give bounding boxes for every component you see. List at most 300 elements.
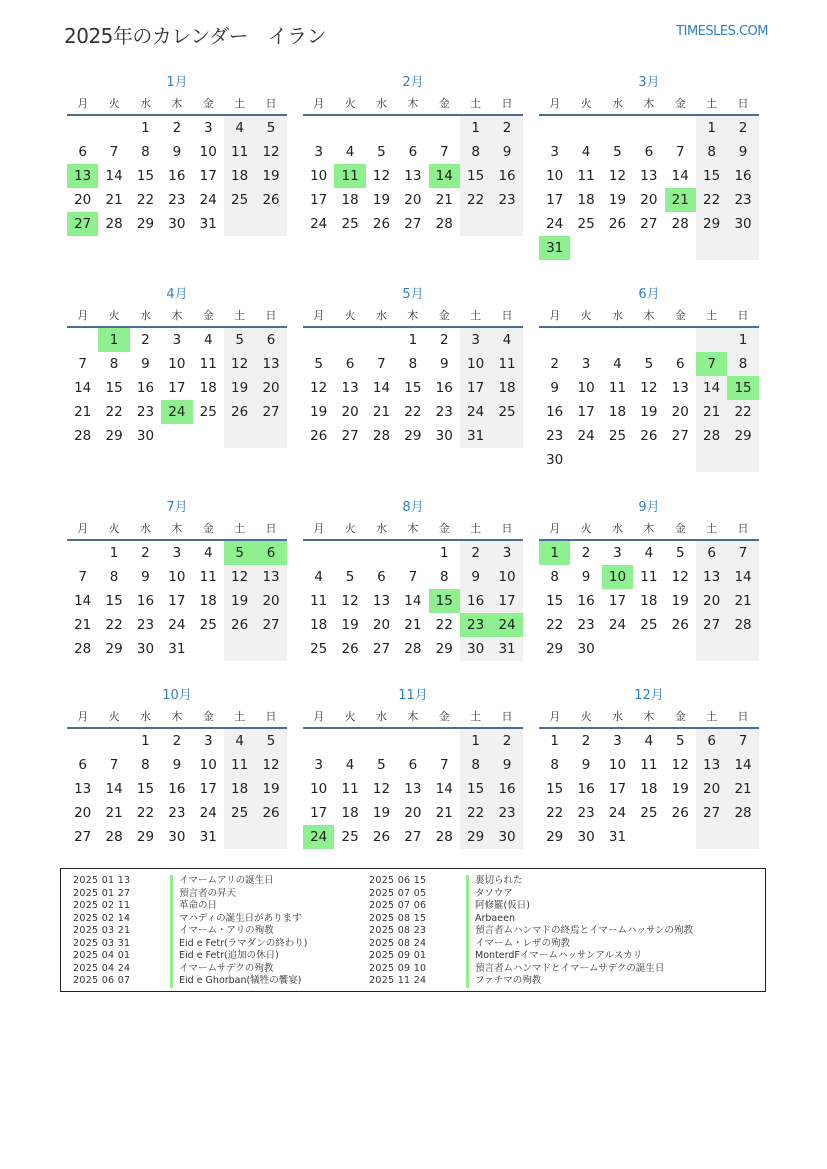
- day-cell[interactable]: 18: [199, 593, 217, 609]
- holiday-day-cell[interactable]: 31: [539, 236, 570, 260]
- day-cell[interactable]: 19: [640, 404, 658, 420]
- day-cell[interactable]: 4: [345, 144, 355, 160]
- day-cell[interactable]: 16: [435, 380, 453, 396]
- day-cell[interactable]: 22: [105, 404, 123, 420]
- holiday-day-cell[interactable]: 21: [665, 188, 696, 212]
- day-cell[interactable]: 5: [644, 356, 654, 372]
- day-cell[interactable]: 6: [255, 328, 286, 352]
- day-cell[interactable]: 29: [727, 424, 758, 448]
- day-cell[interactable]: 28: [105, 216, 123, 232]
- day-cell[interactable]: 4: [203, 332, 213, 348]
- day-cell[interactable]: 17: [608, 781, 627, 797]
- day-cell[interactable]: 10: [199, 757, 217, 773]
- day-cell[interactable]: 6: [644, 144, 654, 160]
- day-cell[interactable]: 10: [310, 168, 328, 184]
- day-cell[interactable]: 17: [608, 593, 627, 609]
- day-cell[interactable]: 8: [460, 140, 491, 164]
- day-cell[interactable]: 26: [671, 805, 689, 821]
- day-cell[interactable]: 29: [105, 428, 123, 444]
- day-cell[interactable]: 30: [460, 637, 491, 661]
- day-cell[interactable]: 17: [168, 380, 186, 396]
- day-cell[interactable]: 6: [78, 757, 87, 773]
- day-cell[interactable]: 25: [341, 829, 359, 845]
- day-cell[interactable]: 22: [136, 192, 155, 208]
- day-cell[interactable]: 18: [224, 777, 255, 801]
- day-cell[interactable]: 20: [671, 404, 689, 420]
- day-cell[interactable]: 11: [224, 140, 255, 164]
- day-cell[interactable]: 28: [671, 216, 689, 232]
- day-cell[interactable]: 27: [255, 400, 286, 424]
- day-cell[interactable]: 26: [255, 188, 286, 212]
- holiday-day-cell[interactable]: 15: [727, 376, 758, 400]
- holiday-day-cell[interactable]: 7: [696, 352, 727, 376]
- day-cell[interactable]: 9: [727, 140, 758, 164]
- day-cell[interactable]: 9: [141, 569, 150, 585]
- day-cell[interactable]: 6: [696, 541, 727, 565]
- day-cell[interactable]: 13: [255, 565, 286, 589]
- day-cell[interactable]: 3: [491, 541, 522, 565]
- day-cell[interactable]: 19: [671, 593, 689, 609]
- day-cell[interactable]: 31: [460, 424, 491, 448]
- day-cell[interactable]: 26: [372, 829, 391, 845]
- day-cell[interactable]: 22: [404, 404, 422, 420]
- day-cell[interactable]: 11: [341, 781, 359, 797]
- day-cell[interactable]: 8: [727, 352, 758, 376]
- day-cell[interactable]: 8: [550, 757, 559, 773]
- day-cell[interactable]: 7: [439, 757, 449, 773]
- day-cell[interactable]: 6: [696, 729, 727, 753]
- day-cell[interactable]: 7: [439, 144, 449, 160]
- day-cell[interactable]: 13: [404, 781, 422, 797]
- day-cell[interactable]: 9: [439, 356, 449, 372]
- day-cell[interactable]: 28: [696, 424, 727, 448]
- day-cell[interactable]: 3: [203, 120, 213, 136]
- day-cell[interactable]: 17: [460, 376, 491, 400]
- day-cell[interactable]: 23: [168, 805, 186, 821]
- day-cell[interactable]: 2: [727, 116, 758, 140]
- day-cell[interactable]: 28: [727, 613, 758, 637]
- day-cell[interactable]: 12: [640, 380, 658, 396]
- day-cell[interactable]: 28: [74, 641, 92, 657]
- day-cell[interactable]: 2: [141, 545, 150, 561]
- day-cell[interactable]: 25: [341, 216, 359, 232]
- day-cell[interactable]: 16: [727, 164, 758, 188]
- day-cell[interactable]: 15: [696, 164, 727, 188]
- holiday-day-cell[interactable]: 11: [334, 164, 365, 188]
- holiday-day-cell[interactable]: 24: [491, 613, 522, 637]
- day-cell[interactable]: 14: [105, 168, 123, 184]
- day-cell[interactable]: 29: [546, 641, 564, 657]
- day-cell[interactable]: 4: [314, 569, 323, 585]
- day-cell[interactable]: 4: [644, 545, 654, 561]
- day-cell[interactable]: 9: [172, 757, 182, 773]
- day-cell[interactable]: 2: [172, 733, 182, 749]
- day-cell[interactable]: 25: [224, 188, 255, 212]
- day-cell[interactable]: 23: [435, 404, 453, 420]
- day-cell[interactable]: 27: [74, 829, 92, 845]
- day-cell[interactable]: 13: [404, 168, 422, 184]
- day-cell[interactable]: 28: [404, 641, 422, 657]
- holiday-day-cell[interactable]: 23: [460, 613, 491, 637]
- day-cell[interactable]: 8: [460, 753, 491, 777]
- day-cell[interactable]: 14: [727, 753, 758, 777]
- day-cell[interactable]: 27: [341, 428, 359, 444]
- day-cell[interactable]: 26: [310, 428, 328, 444]
- day-cell[interactable]: 23: [727, 188, 758, 212]
- day-cell[interactable]: 11: [608, 380, 627, 396]
- day-cell[interactable]: 14: [727, 565, 758, 589]
- day-cell[interactable]: 13: [255, 352, 286, 376]
- day-cell[interactable]: 23: [136, 404, 155, 420]
- day-cell[interactable]: 21: [435, 192, 453, 208]
- day-cell[interactable]: 25: [640, 617, 658, 633]
- day-cell[interactable]: 19: [372, 805, 391, 821]
- day-cell[interactable]: 8: [141, 757, 150, 773]
- day-cell[interactable]: 30: [577, 829, 595, 845]
- day-cell[interactable]: 17: [577, 404, 595, 420]
- day-cell[interactable]: 8: [141, 144, 150, 160]
- day-cell[interactable]: 11: [310, 593, 328, 609]
- day-cell[interactable]: 29: [546, 829, 564, 845]
- day-cell[interactable]: 19: [224, 376, 255, 400]
- day-cell[interactable]: 9: [550, 380, 559, 396]
- day-cell[interactable]: 15: [136, 781, 155, 797]
- day-cell[interactable]: 19: [224, 589, 255, 613]
- day-cell[interactable]: 14: [372, 380, 391, 396]
- day-cell[interactable]: 30: [727, 212, 758, 236]
- day-cell[interactable]: 20: [404, 192, 422, 208]
- day-cell[interactable]: 23: [168, 192, 186, 208]
- day-cell[interactable]: 8: [550, 569, 559, 585]
- day-cell[interactable]: 16: [136, 593, 155, 609]
- day-cell[interactable]: 15: [136, 168, 155, 184]
- day-cell[interactable]: 11: [224, 753, 255, 777]
- day-cell[interactable]: 16: [491, 164, 522, 188]
- day-cell[interactable]: 18: [491, 376, 522, 400]
- day-cell[interactable]: 6: [345, 356, 355, 372]
- day-cell[interactable]: 30: [491, 825, 522, 849]
- day-cell[interactable]: 21: [404, 617, 422, 633]
- day-cell[interactable]: 1: [460, 116, 491, 140]
- day-cell[interactable]: 16: [168, 781, 186, 797]
- day-cell[interactable]: 7: [675, 144, 685, 160]
- day-cell[interactable]: 12: [255, 753, 286, 777]
- day-cell[interactable]: 20: [74, 805, 92, 821]
- day-cell[interactable]: 5: [345, 569, 355, 585]
- day-cell[interactable]: 21: [696, 400, 727, 424]
- holiday-day-cell[interactable]: 6: [255, 541, 286, 565]
- day-cell[interactable]: 29: [435, 641, 453, 657]
- day-cell[interactable]: 16: [136, 380, 155, 396]
- day-cell[interactable]: 1: [408, 332, 418, 348]
- site-logo[interactable]: TIMESLES.COM: [676, 24, 768, 39]
- day-cell[interactable]: 29: [105, 641, 123, 657]
- day-cell[interactable]: 31: [608, 829, 627, 845]
- day-cell[interactable]: 8: [109, 569, 119, 585]
- day-cell[interactable]: 21: [105, 805, 123, 821]
- day-cell[interactable]: 7: [109, 144, 119, 160]
- day-cell[interactable]: 31: [199, 216, 217, 232]
- day-cell[interactable]: 3: [581, 356, 591, 372]
- day-cell[interactable]: 28: [105, 829, 123, 845]
- day-cell[interactable]: 24: [460, 400, 491, 424]
- day-cell[interactable]: 4: [203, 545, 213, 561]
- day-cell[interactable]: 4: [491, 328, 522, 352]
- day-cell[interactable]: 5: [675, 733, 685, 749]
- day-cell[interactable]: 7: [377, 356, 386, 372]
- holiday-day-cell[interactable]: 10: [602, 565, 633, 589]
- day-cell[interactable]: 17: [168, 593, 186, 609]
- day-cell[interactable]: 22: [105, 617, 123, 633]
- day-cell[interactable]: 5: [255, 729, 286, 753]
- day-cell[interactable]: 13: [671, 380, 689, 396]
- day-cell[interactable]: 15: [460, 777, 491, 801]
- day-cell[interactable]: 24: [546, 216, 564, 232]
- day-cell[interactable]: 3: [550, 144, 559, 160]
- day-cell[interactable]: 5: [377, 757, 386, 773]
- day-cell[interactable]: 1: [439, 545, 449, 561]
- day-cell[interactable]: 19: [372, 192, 391, 208]
- day-cell[interactable]: 16: [491, 777, 522, 801]
- day-cell[interactable]: 3: [613, 733, 622, 749]
- day-cell[interactable]: 11: [577, 168, 595, 184]
- day-cell[interactable]: 11: [640, 757, 658, 773]
- day-cell[interactable]: 17: [199, 781, 217, 797]
- day-cell[interactable]: 9: [460, 565, 491, 589]
- day-cell[interactable]: 5: [613, 144, 622, 160]
- day-cell[interactable]: 4: [644, 733, 654, 749]
- day-cell[interactable]: 12: [372, 168, 391, 184]
- day-cell[interactable]: 8: [696, 140, 727, 164]
- day-cell[interactable]: 9: [172, 144, 182, 160]
- day-cell[interactable]: 12: [372, 781, 391, 797]
- day-cell[interactable]: 20: [372, 617, 391, 633]
- day-cell[interactable]: 16: [460, 589, 491, 613]
- day-cell[interactable]: 18: [224, 164, 255, 188]
- day-cell[interactable]: 21: [435, 805, 453, 821]
- day-cell[interactable]: 12: [671, 569, 689, 585]
- day-cell[interactable]: 19: [255, 164, 286, 188]
- day-cell[interactable]: 16: [577, 781, 595, 797]
- day-cell[interactable]: 26: [372, 216, 391, 232]
- day-cell[interactable]: 23: [136, 617, 155, 633]
- day-cell[interactable]: 2: [439, 332, 449, 348]
- day-cell[interactable]: 7: [78, 356, 87, 372]
- day-cell[interactable]: 5: [224, 328, 255, 352]
- day-cell[interactable]: 25: [224, 801, 255, 825]
- day-cell[interactable]: 22: [727, 400, 758, 424]
- day-cell[interactable]: 20: [404, 805, 422, 821]
- day-cell[interactable]: 22: [546, 805, 564, 821]
- day-cell[interactable]: 29: [404, 428, 422, 444]
- day-cell[interactable]: 13: [74, 781, 92, 797]
- day-cell[interactable]: 27: [696, 613, 727, 637]
- day-cell[interactable]: 8: [439, 569, 449, 585]
- day-cell[interactable]: 10: [491, 565, 522, 589]
- day-cell[interactable]: 25: [491, 400, 522, 424]
- holiday-day-cell[interactable]: 1: [539, 541, 570, 565]
- day-cell[interactable]: 25: [199, 617, 217, 633]
- day-cell[interactable]: 10: [199, 144, 217, 160]
- day-cell[interactable]: 18: [608, 404, 627, 420]
- day-cell[interactable]: 14: [105, 781, 123, 797]
- day-cell[interactable]: 1: [727, 328, 758, 352]
- day-cell[interactable]: 17: [491, 589, 522, 613]
- day-cell[interactable]: 30: [168, 829, 186, 845]
- day-cell[interactable]: 16: [546, 404, 564, 420]
- day-cell[interactable]: 30: [435, 428, 453, 444]
- day-cell[interactable]: 25: [199, 404, 217, 420]
- day-cell[interactable]: 18: [640, 781, 658, 797]
- day-cell[interactable]: 27: [640, 216, 658, 232]
- day-cell[interactable]: 11: [199, 569, 217, 585]
- day-cell[interactable]: 25: [577, 216, 595, 232]
- day-cell[interactable]: 24: [608, 617, 627, 633]
- day-cell[interactable]: 26: [224, 400, 255, 424]
- day-cell[interactable]: 30: [136, 428, 155, 444]
- day-cell[interactable]: 9: [141, 356, 150, 372]
- day-cell[interactable]: 26: [640, 428, 658, 444]
- day-cell[interactable]: 14: [435, 781, 453, 797]
- day-cell[interactable]: 21: [74, 617, 92, 633]
- day-cell[interactable]: 8: [109, 356, 119, 372]
- day-cell[interactable]: 6: [377, 569, 386, 585]
- day-cell[interactable]: 19: [341, 617, 359, 633]
- day-cell[interactable]: 9: [491, 753, 522, 777]
- day-cell[interactable]: 14: [74, 380, 92, 396]
- day-cell[interactable]: 10: [608, 757, 627, 773]
- day-cell[interactable]: 12: [671, 757, 689, 773]
- day-cell[interactable]: 26: [671, 617, 689, 633]
- day-cell[interactable]: 22: [435, 617, 453, 633]
- day-cell[interactable]: 20: [696, 777, 727, 801]
- day-cell[interactable]: 24: [199, 805, 217, 821]
- day-cell[interactable]: 26: [608, 216, 627, 232]
- day-cell[interactable]: 31: [168, 641, 186, 657]
- day-cell[interactable]: 9: [581, 569, 591, 585]
- holiday-day-cell[interactable]: 5: [224, 541, 255, 565]
- day-cell[interactable]: 3: [613, 545, 622, 561]
- day-cell[interactable]: 1: [109, 545, 119, 561]
- day-cell[interactable]: 25: [310, 641, 328, 657]
- day-cell[interactable]: 24: [608, 805, 627, 821]
- day-cell[interactable]: 29: [696, 212, 727, 236]
- holiday-day-cell[interactable]: 27: [67, 212, 98, 236]
- day-cell[interactable]: 12: [341, 593, 359, 609]
- day-cell[interactable]: 14: [696, 376, 727, 400]
- day-cell[interactable]: 15: [546, 781, 564, 797]
- day-cell[interactable]: 12: [224, 565, 255, 589]
- day-cell[interactable]: 4: [224, 116, 255, 140]
- day-cell[interactable]: 1: [550, 733, 559, 749]
- day-cell[interactable]: 10: [168, 356, 186, 372]
- day-cell[interactable]: 18: [341, 805, 359, 821]
- day-cell[interactable]: 4: [224, 729, 255, 753]
- day-cell[interactable]: 17: [310, 192, 328, 208]
- day-cell[interactable]: 11: [199, 356, 217, 372]
- day-cell[interactable]: 29: [136, 216, 155, 232]
- day-cell[interactable]: 18: [640, 593, 658, 609]
- day-cell[interactable]: 26: [224, 613, 255, 637]
- day-cell[interactable]: 12: [608, 168, 627, 184]
- day-cell[interactable]: 20: [74, 192, 92, 208]
- day-cell[interactable]: 13: [696, 753, 727, 777]
- day-cell[interactable]: 17: [546, 192, 564, 208]
- day-cell[interactable]: 25: [608, 428, 627, 444]
- day-cell[interactable]: 26: [341, 641, 359, 657]
- day-cell[interactable]: 2: [460, 541, 491, 565]
- day-cell[interactable]: 7: [78, 569, 87, 585]
- day-cell[interactable]: 2: [550, 356, 559, 372]
- day-cell[interactable]: 16: [168, 168, 186, 184]
- day-cell[interactable]: 10: [577, 380, 595, 396]
- day-cell[interactable]: 18: [199, 380, 217, 396]
- day-cell[interactable]: 23: [491, 188, 522, 212]
- day-cell[interactable]: 22: [546, 617, 564, 633]
- day-cell[interactable]: 10: [168, 569, 186, 585]
- day-cell[interactable]: 23: [491, 801, 522, 825]
- day-cell[interactable]: 27: [696, 801, 727, 825]
- day-cell[interactable]: 26: [255, 801, 286, 825]
- day-cell[interactable]: 15: [105, 593, 123, 609]
- day-cell[interactable]: 22: [460, 188, 491, 212]
- day-cell[interactable]: 20: [255, 376, 286, 400]
- day-cell[interactable]: 30: [136, 641, 155, 657]
- holiday-day-cell[interactable]: 24: [161, 400, 192, 424]
- day-cell[interactable]: 15: [404, 380, 422, 396]
- day-cell[interactable]: 12: [224, 352, 255, 376]
- day-cell[interactable]: 10: [460, 352, 491, 376]
- day-cell[interactable]: 22: [136, 805, 155, 821]
- holiday-day-cell[interactable]: 13: [67, 164, 98, 188]
- day-cell[interactable]: 29: [460, 825, 491, 849]
- day-cell[interactable]: 20: [640, 192, 658, 208]
- day-cell[interactable]: 2: [172, 120, 182, 136]
- day-cell[interactable]: 21: [74, 404, 92, 420]
- day-cell[interactable]: 3: [314, 144, 323, 160]
- day-cell[interactable]: 14: [404, 593, 422, 609]
- day-cell[interactable]: 5: [255, 116, 286, 140]
- day-cell[interactable]: 8: [408, 356, 418, 372]
- day-cell[interactable]: 1: [460, 729, 491, 753]
- day-cell[interactable]: 6: [78, 144, 87, 160]
- day-cell[interactable]: 25: [640, 805, 658, 821]
- holiday-day-cell[interactable]: 15: [429, 589, 460, 613]
- day-cell[interactable]: 4: [581, 144, 591, 160]
- day-cell[interactable]: 1: [696, 116, 727, 140]
- day-cell[interactable]: 24: [310, 216, 328, 232]
- day-cell[interactable]: 19: [608, 192, 627, 208]
- day-cell[interactable]: 2: [581, 733, 591, 749]
- day-cell[interactable]: 13: [640, 168, 658, 184]
- day-cell[interactable]: 9: [581, 757, 591, 773]
- day-cell[interactable]: 30: [546, 452, 564, 468]
- day-cell[interactable]: 4: [345, 757, 355, 773]
- day-cell[interactable]: 5: [675, 545, 685, 561]
- day-cell[interactable]: 6: [408, 757, 418, 773]
- day-cell[interactable]: 28: [435, 829, 453, 845]
- day-cell[interactable]: 1: [141, 120, 150, 136]
- day-cell[interactable]: 3: [172, 332, 182, 348]
- day-cell[interactable]: 11: [640, 569, 658, 585]
- day-cell[interactable]: 23: [577, 617, 595, 633]
- day-cell[interactable]: 19: [671, 781, 689, 797]
- day-cell[interactable]: 28: [727, 801, 758, 825]
- day-cell[interactable]: 10: [310, 781, 328, 797]
- day-cell[interactable]: 22: [696, 188, 727, 212]
- day-cell[interactable]: 15: [105, 380, 123, 396]
- day-cell[interactable]: 27: [255, 613, 286, 637]
